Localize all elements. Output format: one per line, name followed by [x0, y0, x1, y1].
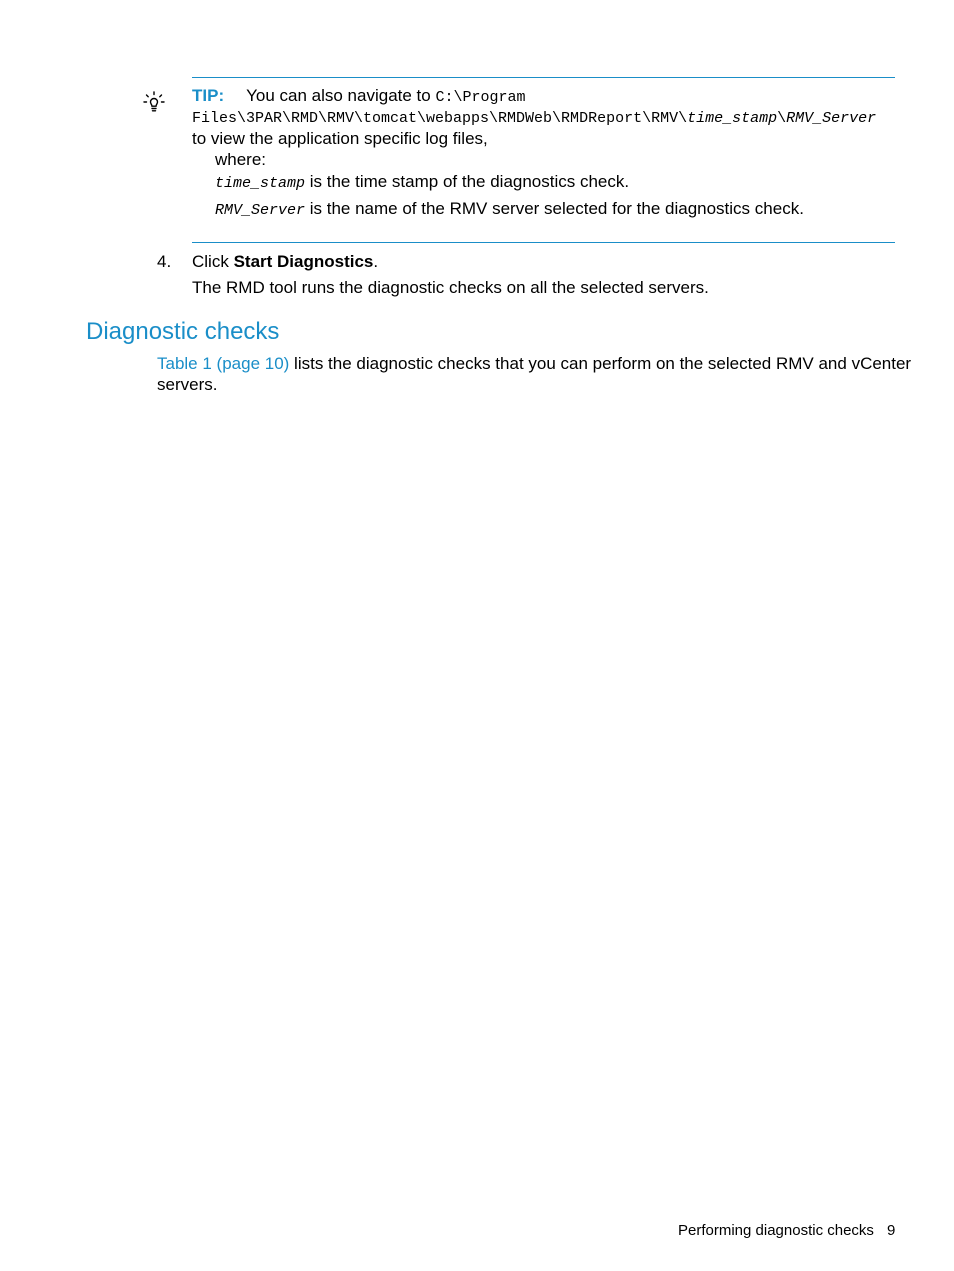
def2-text: is the name of the RMV server selected for the diagnostics check. [305, 199, 804, 218]
tip-definition-2 [215, 199, 804, 219]
step-bold-command: Start Diagnostics [233, 252, 374, 271]
footer-page-number: 9 [887, 1222, 896, 1239]
step-instruction [192, 252, 378, 272]
tip-intro: You can also navigate to [246, 86, 431, 105]
def2-term: RMV_Server [215, 202, 306, 219]
tip-path-var1: time_stamp [687, 110, 778, 127]
table-link[interactable]: Table 1 (page 10) [157, 354, 290, 373]
footer-title: Performing diagnostic checks [678, 1222, 874, 1239]
step-result: The RMD tool runs the diagnostic checks on all the selected servers. [192, 278, 709, 297]
step-number: 4. [157, 252, 172, 271]
tip-definition-1 [215, 172, 629, 192]
lightbulb-icon [143, 91, 165, 113]
tip-after-path: to view the application specific log files, [192, 129, 488, 148]
step-text-post: . [373, 252, 379, 271]
def1-text: is the time stamp of the diagnostics check. [305, 172, 630, 191]
tip-path-start: C:\Program [435, 89, 526, 106]
section-heading: Diagnostic checks [86, 318, 280, 345]
tip-path-var2: RMV_Server [786, 110, 877, 127]
section-text: lists the diagnostic checks that you can perform on the selected RMV and vCenter [289, 354, 912, 373]
section-paragraph-line-1 [157, 354, 911, 374]
step-text-pre: Click [192, 252, 234, 271]
section-paragraph-line-2: servers. [157, 375, 218, 394]
tip-label: TIP: [192, 86, 225, 105]
tip-path-line [192, 110, 876, 127]
def1-term: time_stamp [215, 175, 306, 192]
tip-line-1 [192, 86, 526, 106]
tip-where: where: [215, 150, 267, 169]
tip-path-middle: Files\3PAR\RMD\RMV\tomcat\webapps\RMDWeb\RMDReport\RMV\ [192, 110, 688, 127]
tip-path-sep: \ [777, 110, 787, 127]
